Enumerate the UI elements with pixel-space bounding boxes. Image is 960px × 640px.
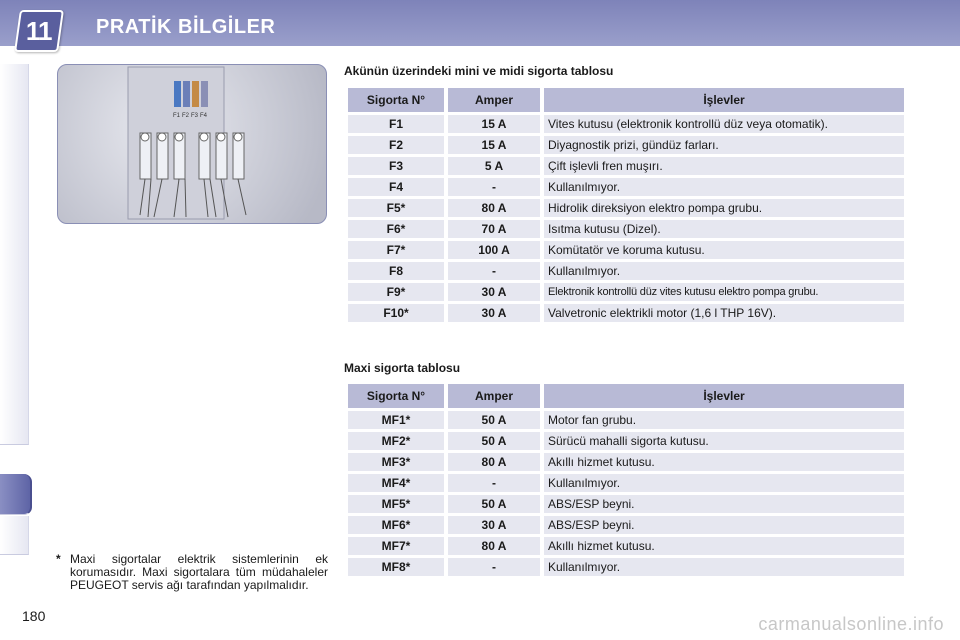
fuse-number: F3: [348, 157, 444, 175]
maxi-fuse-section-title: Maxi sigorta tablosu: [344, 361, 461, 375]
fuse-amperage: -: [448, 474, 540, 492]
fuse-function: ABS/ESP beyni.: [544, 516, 904, 534]
chapter-tab[interactable]: [0, 102, 29, 141]
fuse-label-f2: F2: [182, 113, 190, 119]
table-row: [348, 283, 904, 301]
fuse-amperage: -: [448, 262, 540, 280]
table-row: [348, 516, 904, 534]
table-row: [348, 474, 904, 492]
fuse-number: F5*: [348, 199, 444, 217]
fuse-amperage: 15 A: [448, 136, 540, 154]
column-header-functions: İşlevler: [544, 88, 904, 112]
table-row: [348, 178, 904, 196]
fuse-function: Hidrolik direksiyon elektro pompa grubu.: [544, 199, 904, 217]
fuse-number: F6*: [348, 220, 444, 238]
table-row: [348, 157, 904, 175]
table-row: [348, 432, 904, 450]
fuse-label-f3: F3: [191, 113, 199, 119]
chapter-tab[interactable]: [0, 254, 29, 293]
column-header-fuse-number: Sigorta N°: [348, 88, 444, 112]
mini-fuse-table: [344, 85, 908, 325]
fuse-amperage: 30 A: [448, 516, 540, 534]
fuse-amperage: 5 A: [448, 157, 540, 175]
fuse-amperage: 15 A: [448, 115, 540, 133]
fuse-amperage: 80 A: [448, 199, 540, 217]
fuse-number: MF8*: [348, 558, 444, 576]
fuse-number: F2: [348, 136, 444, 154]
page-number: 180: [22, 608, 46, 624]
column-header-amperage: Amper: [448, 384, 540, 408]
table-row: [348, 558, 904, 576]
fuse-function: Kullanılmıyor.: [544, 262, 904, 280]
table-row: [348, 241, 904, 259]
fuse-amperage: 100 A: [448, 241, 540, 259]
fuse-function: ABS/ESP beyni.: [544, 495, 904, 513]
fuse-amperage: -: [448, 178, 540, 196]
fuse-function: Valvetronic elektrikli motor (1,6 l THP 16V).: [544, 304, 904, 322]
chapter-tab[interactable]: [0, 178, 29, 217]
fuse-number: MF7*: [348, 537, 444, 555]
column-header-functions: İşlevler: [544, 384, 904, 408]
fuse-amperage: 80 A: [448, 537, 540, 555]
fuse-number: F8: [348, 262, 444, 280]
chapter-badge: [14, 10, 64, 52]
chapter-tab[interactable]: [0, 140, 29, 179]
mini-fuse-section-title: Akünün üzerindeki mini ve midi sigorta tablosu: [344, 64, 614, 78]
fuse-number: MF6*: [348, 516, 444, 534]
column-header-fuse-number: Sigorta N°: [348, 384, 444, 408]
fuse-function: Elektronik kontrollü düz vites kutusu elektro pompa grubu.: [544, 283, 904, 301]
fuse-function: Kullanılmıyor.: [544, 474, 904, 492]
chapter-tab[interactable]: [0, 368, 29, 407]
chapter-tabs: [0, 64, 30, 574]
fuse-function: Komütatör ve koruma kutusu.: [544, 241, 904, 259]
table-row: [348, 411, 904, 429]
page-title: PRATİK BİLGİLER: [96, 16, 276, 38]
fuse-number: MF2*: [348, 432, 444, 450]
chapter-tab[interactable]: [0, 216, 29, 255]
fuse-function: Çift işlevli fren muşırı.: [544, 157, 904, 175]
fuse-function: Kullanılmıyor.: [544, 178, 904, 196]
chapter-number: 11: [26, 15, 52, 46]
table-row: [348, 304, 904, 322]
chapter-tab-active[interactable]: [0, 474, 32, 515]
table-row: [348, 220, 904, 238]
fuse-label-f1: F1: [173, 113, 181, 119]
table-header-row: [348, 384, 904, 408]
table-row: [348, 537, 904, 555]
fuse-number: F1: [348, 115, 444, 133]
fuse-function: Motor fan grubu.: [544, 411, 904, 429]
chapter-tab[interactable]: [0, 292, 29, 331]
fuse-amperage: 70 A: [448, 220, 540, 238]
fuse-function: Akıllı hizmet kutusu.: [544, 537, 904, 555]
fuse-function: Diyagnostik prizi, gündüz farları.: [544, 136, 904, 154]
fuse-number: F9*: [348, 283, 444, 301]
chapter-tab[interactable]: [0, 406, 29, 445]
chapter-tab[interactable]: [0, 64, 29, 103]
chapter-tab[interactable]: [0, 516, 29, 555]
fuse-amperage: 80 A: [448, 453, 540, 471]
fuse-function: Kullanılmıyor.: [544, 558, 904, 576]
fuse-amperage: 50 A: [448, 432, 540, 450]
fuse-number: F4: [348, 178, 444, 196]
watermark: carmanualsonline.info: [758, 614, 944, 634]
fuse-box-drawing: [58, 65, 326, 223]
fuse-amperage: 50 A: [448, 495, 540, 513]
table-row: [348, 495, 904, 513]
fuse-number: F7*: [348, 241, 444, 259]
fuse-function: Akıllı hizmet kutusu.: [544, 453, 904, 471]
fuse-number: MF1*: [348, 411, 444, 429]
fuse-amperage: -: [448, 558, 540, 576]
fuse-number: MF4*: [348, 474, 444, 492]
fuse-number: MF5*: [348, 495, 444, 513]
fuse-function: Sürücü mahalli sigorta kutusu.: [544, 432, 904, 450]
chapter-tab[interactable]: [0, 330, 29, 369]
maxi-fuse-table: [344, 381, 908, 579]
table-row: [348, 199, 904, 217]
table-row: [348, 262, 904, 280]
table-header-row: [348, 88, 904, 112]
table-row: [348, 453, 904, 471]
footnote: [56, 553, 328, 592]
fuse-number: F10*: [348, 304, 444, 322]
footnote-marker: *: [56, 552, 61, 566]
fuse-function: Vites kutusu (elektronik kontrollü düz veya otomatik).: [544, 115, 904, 133]
table-row: [348, 136, 904, 154]
fuse-box-illustration: [57, 64, 327, 224]
footnote-text: Maxi sigortalar elektrik sistemlerinin ek korumasıdır. Maxi sigortalara tüm müdahaleler PEUGEOT servis ağı tarafından yapılmalıdır.: [70, 552, 328, 592]
column-header-amperage: Amper: [448, 88, 540, 112]
fuse-amperage: 30 A: [448, 304, 540, 322]
fuse-label-f4: F4: [200, 113, 208, 119]
fuse-amperage: 50 A: [448, 411, 540, 429]
fuse-number: MF3*: [348, 453, 444, 471]
header-bar: [0, 0, 960, 46]
fuse-amperage: 30 A: [448, 283, 540, 301]
fuse-function: Isıtma kutusu (Dizel).: [544, 220, 904, 238]
table-row: [348, 115, 904, 133]
